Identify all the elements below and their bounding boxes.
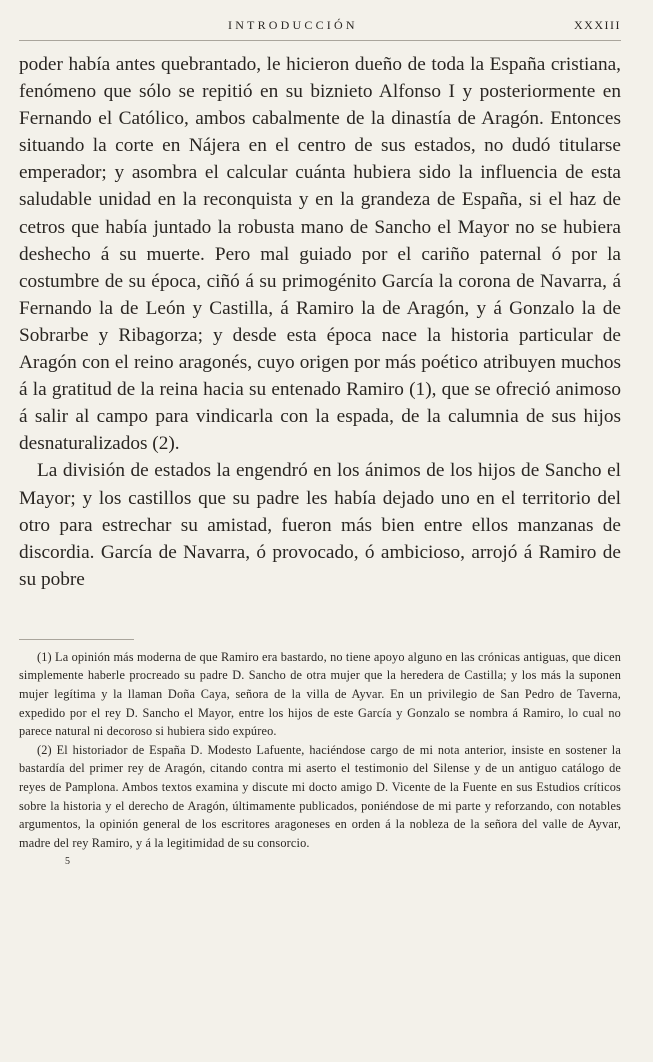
main-text <box>19 51 621 593</box>
signature-mark: 5 <box>65 856 70 868</box>
page-number: XXXIII <box>574 18 621 32</box>
footnote: (2) El historiador de España D. Modesto Lafuente, haciéndose cargo de mi nota anterior, insiste en sostener la bastardía del primer rey de Aragón, citando contra mi aserto el testimonio del Silense y de un antiguo catálogo de reyes de Pamplona. Ambos textos examina y discute mi docto amigo D. Vicente de la Fuente en sus Estudios críticos sobre la historia y el derecho de Aragón, últimamente publicados, poniéndose de mi parte y reforzando, con notables argumentos, la opinión general de los escritores aragoneses en orden á la nobleza de la señora del valle de Ayvar, madre del rey Ramiro, y á la legitimidad de su consorcio. <box>19 742 621 850</box>
book-page <box>19 18 621 867</box>
paragraph: La división de estados la engendró en los ánimos de los hijos de Sancho el Mayor; y los castillos que su padre les había dejado uno en el territorio del otro para estrechar su amistad, fueron más bien entre ellos manzanas de discordia. García de Navarra, ó provocado, ó ambicioso, arrojó á Ramiro de su pobre <box>19 460 621 590</box>
footnote-rule <box>19 639 134 640</box>
running-header <box>19 18 621 41</box>
running-title: INTRODUCCIÓN <box>228 18 358 32</box>
footnote: (1) La opinión más moderna de que Ramiro era bastardo, no tiene apoyo alguno en las crónicas antiguas, que dicen simplemente haberle procreado su padre D. Sancho de otra mujer que la heredera de Castilla; y los más la suponen mujer legítima y la llaman Doña Caya, señora de la villa de Ayvar. En un privilegio de San Pedro de Taverna, expedido por el rey D. Sancho el Mayor, entre los hijos de este García y Gonzalo se nombra á Ramiro, lo cual no parece natural ni decoroso si hubiera sido expúreo. <box>19 649 621 739</box>
footnotes <box>19 648 621 853</box>
paragraph: poder había antes quebrantado, le hicieron dueño de toda la España cristiana, fenómeno que sólo se repitió en su biznieto Alfonso I y posteriormente en Fernando el Católico, ambos cabalmente de la dinastía de Aragón. Entonces situando la corte en Nájera en el centro de sus estados, no dudó titularse emperador; y asombra el calcular cuánta hubiera sido la influencia de esta saludable unidad en la reconquista y en la grandeza de España, si el haz de cetros que había juntado la robusta mano de Sancho el Mayor no se hubiera deshecho á su muerte. Pero mal guiado por el cariño paternal ó por la costumbre de su época, ciñó á su primogénito García la corona de Navarra, á Fernando la de León y Castilla, á Ramiro la de Aragón, y á Gonzalo la de Sobrarbe y Ribagorza; y desde esta época nace la historia particular de Aragón con el reino aragonés, cuyo origen por más poético atribuyen muchos á la gratitud de la reina hacia su entenado Ramiro (1), que se ofreció animoso á salir al campo para vindicarla con la espada, de la calumnia de sus hijos desnaturalizados (2). <box>19 54 621 455</box>
